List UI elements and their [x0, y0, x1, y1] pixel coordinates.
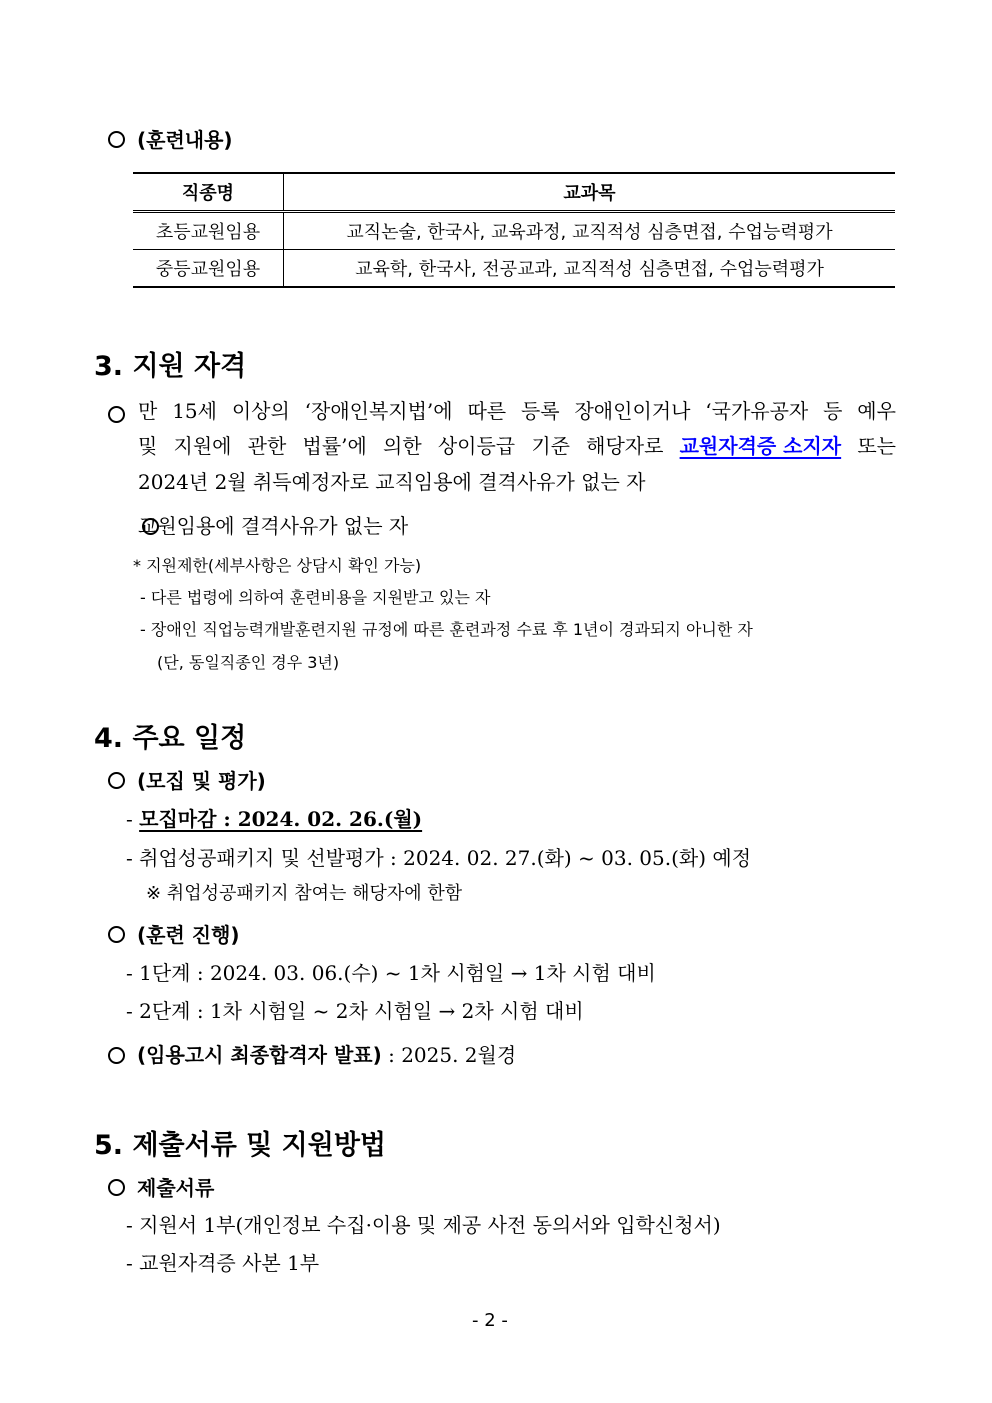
eligibility-word: 지원에: [173, 434, 232, 458]
deadline-line: - 모집마감 : 2024. 02. 26.(월): [126, 807, 423, 831]
eligibility-word: ‘국가유공자: [705, 399, 809, 423]
eligibility-word: 의한: [383, 434, 422, 458]
stage1-text: 1단계 : 2024. 03. 06.(수) ~ 1차 시험일 → 1차 시험 대비: [139, 961, 656, 985]
eligibility-line2: [138, 430, 896, 459]
table-cell: 초등교원임용: [133, 212, 284, 250]
table-header-job: 직종명: [133, 173, 284, 212]
circle-bullet-icon: [108, 1179, 125, 1196]
license-holder-highlight: 교원자격증 소지자: [679, 434, 842, 458]
table-cell: 중등교원임용: [133, 250, 284, 288]
course-table: [133, 172, 895, 288]
table-row: [133, 212, 895, 250]
training-progress-label: (훈련 진행): [137, 923, 240, 947]
eligibility-word: 따른: [467, 399, 507, 423]
package-note: ※ 취업성공패키지 참여는 해당자에 한함: [146, 883, 463, 904]
training-label: (훈련내용): [137, 128, 233, 152]
deadline-text: 모집마감 : 2024. 02. 26.(월): [139, 807, 423, 831]
final-announce-line: [108, 1039, 516, 1068]
doc2-line: - 교원자격증 사본 1부: [126, 1251, 320, 1275]
package-line: - 취업성공패키지 및 선발평가 : 2024. 02. 27.(화) ~ 03. 05.(화) 예정: [126, 846, 752, 870]
section5-title: 5. 제출서류 및 지원방법: [94, 1130, 386, 1161]
eligibility-item2: 교원임용에 결격사유가 없는 자: [138, 514, 409, 538]
eligibility-line1: [138, 395, 896, 424]
package-text: 취업성공패키지 및 선발평가 : 2024. 02. 27.(화) ~ 03. 05.(화) 예정: [139, 846, 752, 870]
circle-bullet-icon: [108, 926, 125, 943]
stage2-line: - 2단계 : 1차 시험일 ~ 2차 시험일 → 2차 시험 대비: [126, 999, 584, 1023]
eligibility-word: 만: [138, 399, 158, 423]
eligibility-word: 상이등급: [437, 434, 516, 458]
restriction-item: - 장애인 직업능력개발훈련지원 규정에 따른 훈련과정 수료 후 1년이 경과되지 아니한 자: [140, 620, 753, 639]
circle-bullet-icon: [108, 131, 125, 148]
eligibility-word: 이상의: [231, 399, 290, 423]
eligibility-word: 등: [823, 399, 843, 423]
eligibility-word: 장애인이거나: [574, 399, 691, 423]
training-progress-heading: [108, 919, 240, 948]
stage1-line: - 1단계 : 2024. 03. 06.(수) ~ 1차 시험일 → 1차 시험 대비: [126, 961, 656, 985]
eligibility-line3: 2024년 2월 취득예정자로 교직임용에 결격사유가 없는 자: [138, 470, 646, 494]
docs-heading: [108, 1172, 214, 1201]
recruit-label: (모집 및 평가): [137, 769, 266, 793]
eligibility-word: 예우: [857, 399, 896, 423]
training-heading: [108, 124, 233, 153]
doc1-line: - 지원서 1부(개인정보 수집·이용 및 제공 사전 동의서와 입학신청서): [126, 1213, 721, 1237]
restriction-tail: (단, 동일직종인 경우 3년): [157, 653, 340, 672]
eligibility-word: 15세: [172, 399, 217, 423]
stage2-text: 2단계 : 1차 시험일 ~ 2차 시험일 → 2차 시험 대비: [139, 999, 584, 1023]
eligibility-word: ‘장애인복지법’에: [304, 399, 453, 423]
eligibility-word: 관한: [247, 434, 287, 458]
table-header-subjects: 교과목: [284, 173, 896, 212]
section4-title: 4. 주요 일정: [94, 723, 247, 754]
eligibility-word: 및: [138, 434, 158, 458]
table-cell: 교육학, 한국사, 전공교과, 교직적성 심층면접, 수업능력평가: [284, 250, 896, 288]
doc2-text: 교원자격증 사본 1부: [139, 1251, 320, 1275]
table-cell: 교직논술, 한국사, 교육과정, 교직적성 심층면접, 수업능력평가: [284, 212, 896, 250]
final-value: : 2025. 2월경: [381, 1043, 517, 1067]
circle-bullet-icon: [108, 772, 125, 789]
eligibility-word: 해당자로: [586, 434, 664, 458]
doc1-text: 지원서 1부(개인정보 수집·이용 및 제공 사전 동의서와 입학신청서): [139, 1213, 721, 1237]
section3-title: 3. 지원 자격: [94, 351, 247, 382]
circle-bullet-icon: [108, 1047, 125, 1064]
eligibility-word: 법률’에: [302, 434, 367, 458]
eligibility-word: 기준: [531, 434, 570, 458]
final-label: (임용고시 최종합격자 발표): [137, 1043, 382, 1067]
table-row: [133, 250, 895, 288]
page-number: - 2 -: [472, 1310, 508, 1331]
eligibility-word: 또는: [857, 434, 896, 458]
recruit-heading: [108, 765, 266, 794]
docs-label: 제출서류: [137, 1176, 215, 1200]
circle-bullet-icon: [108, 406, 125, 423]
eligibility-word: 등록: [520, 399, 560, 423]
restriction-note-title: * 지원제한(세부사항은 상담시 확인 가능): [133, 556, 422, 575]
restriction-item: - 다른 법령에 의하여 훈련비용을 지원받고 있는 자: [140, 588, 491, 607]
